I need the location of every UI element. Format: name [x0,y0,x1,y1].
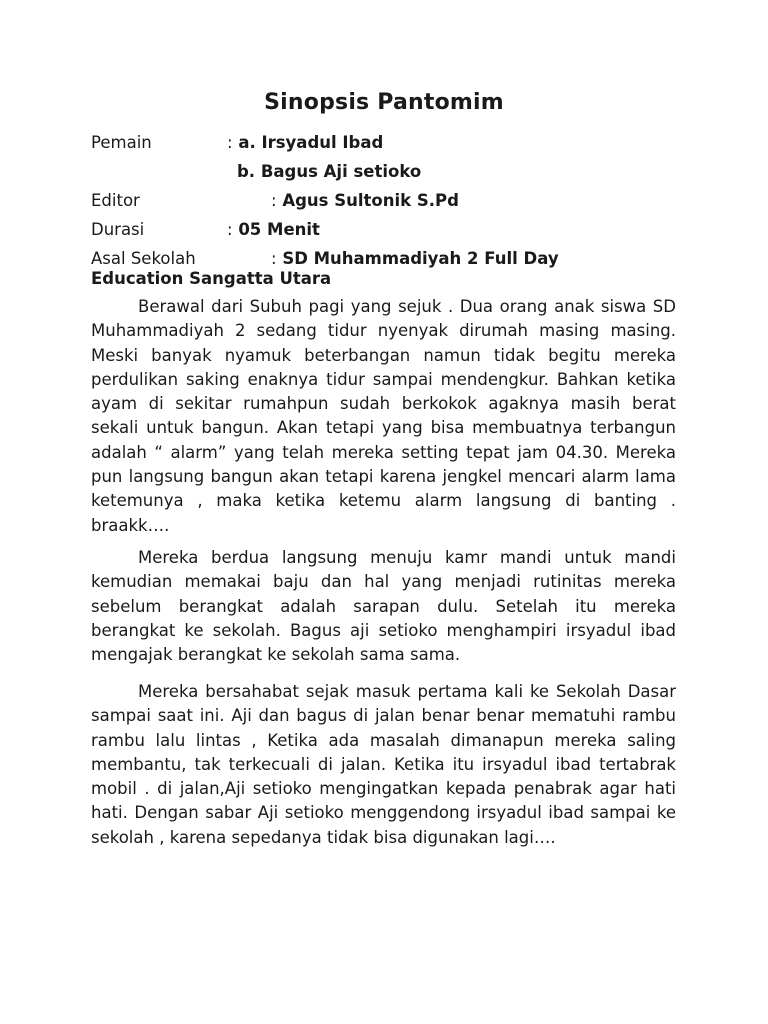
asal-sekolah-value-1: SD Muhammadiyah 2 Full Day [282,249,559,268]
editor-value-wrap [271,191,459,211]
asal-sekolah-label: Asal Sekolah [91,249,196,268]
asal-sekolah-value-wrap [271,249,559,269]
editor-value: Agus Sultonik S.Pd [282,191,459,210]
asal-sekolah-value-2: Education Sangatta Utara [91,269,332,288]
page-title: Sinopsis Pantomim [264,90,504,115]
asal-sekolah-separator: : [271,249,277,268]
paragraph-1: Berawal dari Subuh pagi yang sejuk . Dua orang anak siswa SD Muhammadiyah 2 sedang tidur nyenyak dirumah masing masing. Meski banyak nyamuk beterbangan namun tidak begitu mereka perdulikan saking enaknya tidur sampai mendengkur. Bahkan ketika ayam di sekitar rumahpun sudah berkokok agaknya masih berat sekali untuk bangun. Akan tetapi yang bisa membuatnya terbangun adalah “ alarm” yang telah mereka setting tepat jam 04.30. Mereka pun langsung bangun akan tetapi karena jengkel mencari alarm lama ketemunya , maka ketika ketemu alarm langsung di banting . braakk…. [91,297,676,535]
paragraph-2: Mereka berdua langsung menuju kamr mandi untuk mandi kemudian memakai baju dan hal yang menjadi rutinitas mereka sebelum berangkat adalah sarapan dulu. Setelah itu mereka berangkat ke sekolah. Bagus aji setioko menghampiri irsyadul ibad mengajak berangkat ke sekolah sama sama. [91,548,676,665]
pemain-value-2: b. Bagus Aji setioko [237,162,422,181]
editor-separator: : [271,191,277,210]
paragraph-3: Mereka bersahabat sejak masuk pertama kali ke Sekolah Dasar sampai saat ini. Aji dan bagus di jalan benar benar mematuhi rambu rambu lalu lintas , Ketika ada masalah dimanapun mereka saling membantu, tak terkecuali di jalan. Ketika itu irsyadul ibad tertabrak mobil . di jalan,Aji setioko mengingatkan kepada penabrak agar hati hati. Dengan sabar Aji setioko menggendong irsyadul ibad sampai ke sekolah , karena sepedanya tidak bisa digunakan lagi…. [91,682,676,847]
pemain-label: Pemain [91,133,152,152]
pemain-separator: : [227,133,233,152]
durasi-value-wrap [227,220,320,240]
pemain-value [227,133,383,153]
durasi-separator: : [227,220,233,239]
pemain-value-1: a. Irsyadul Ibad [238,133,384,152]
editor-label: Editor [91,191,140,210]
durasi-label: Durasi [91,220,145,239]
durasi-value: 05 Menit [238,220,320,239]
